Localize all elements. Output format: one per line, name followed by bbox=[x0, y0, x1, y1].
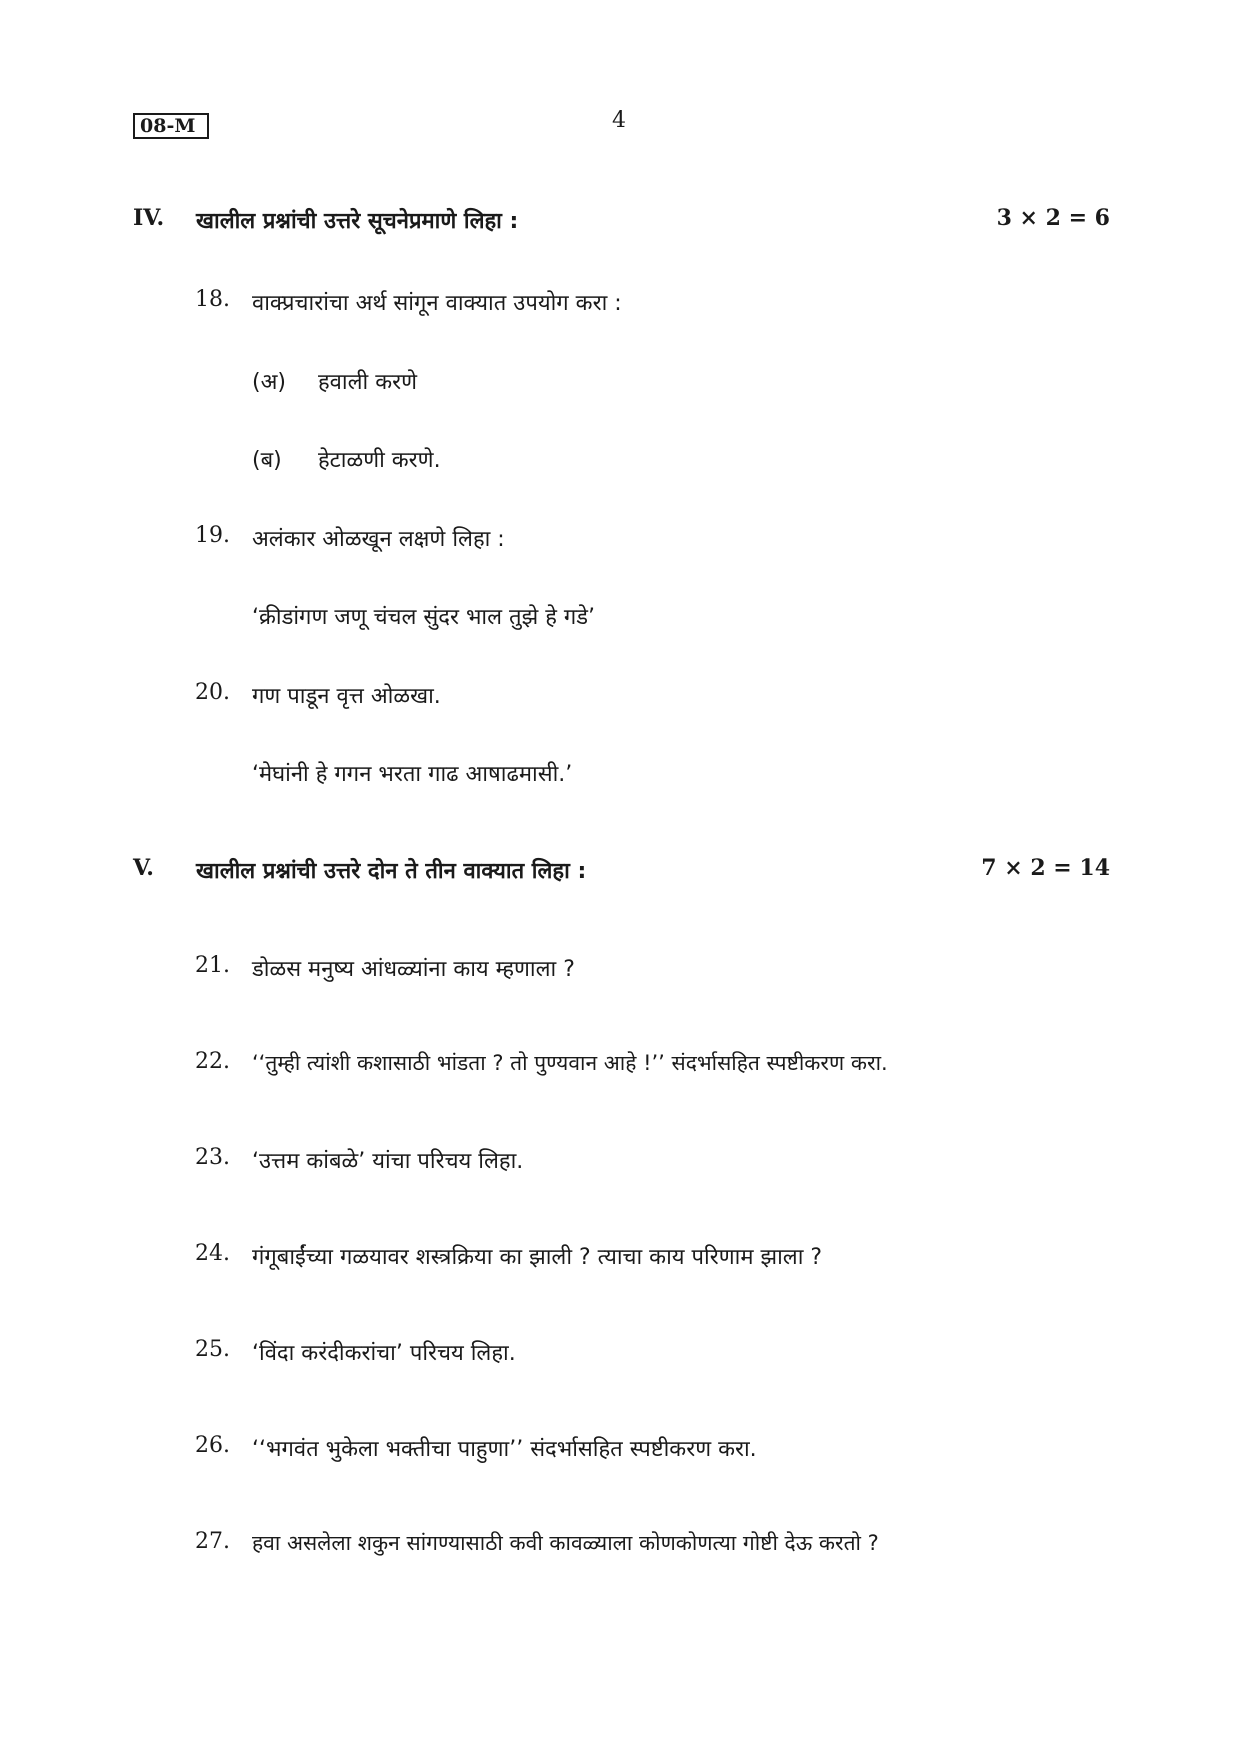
question-23-number: 23. bbox=[195, 1145, 230, 1170]
question-20-quote: ‘मेघांनी हे गगन भरता गाढ आषाढमासी.’ bbox=[252, 762, 573, 787]
section-iv-heading: खालील प्रश्नांची उत्तरे सूचनेप्रमाणे लिहा : bbox=[196, 209, 519, 234]
question-24-text: गंगूबाईंच्या गळयावर शस्त्रक्रिया का झाली ? त्याचा काय परिणाम झाला ? bbox=[252, 1245, 823, 1270]
question-22-text: ‘‘तुम्ही त्यांशी कशासाठी भांडता ? तो पुण्यवान आहे !’’ संदर्भासहित स्पष्टीकरण करा. bbox=[252, 1051, 888, 1075]
section-iv-number: IV. bbox=[133, 205, 165, 231]
section-v-number: V. bbox=[133, 855, 154, 881]
paper-code: 08-M bbox=[140, 115, 196, 137]
question-24-number: 24. bbox=[195, 1241, 230, 1266]
question-26-text: ‘‘भगवंत भुकेला भक्तीचा पाहुणा’’ संदर्भासहित स्पष्टीकरण करा. bbox=[252, 1437, 757, 1462]
question-26-number: 26. bbox=[195, 1433, 230, 1458]
question-18a-label: (अ) bbox=[252, 370, 286, 395]
question-18a-text: हवाली करणे bbox=[318, 370, 418, 395]
question-20-number: 20. bbox=[195, 680, 230, 705]
question-18-number: 18. bbox=[195, 287, 230, 312]
section-v-heading: खालील प्रश्नांची उत्तरे दोन ते तीन वाक्यात लिहा : bbox=[196, 859, 587, 884]
section-iv-marks: 3 × 2 = 6 bbox=[996, 205, 1110, 231]
question-19-number: 19. bbox=[195, 523, 230, 548]
question-27-text: हवा असलेला शकुन सांगण्यासाठी कवी कावळ्याला कोणकोणत्या गोष्टी देऊ करतो ? bbox=[252, 1531, 879, 1555]
question-19-quote: ‘क्रीडांगण जणू चंचल सुंदर भाल तुझे हे गडे’ bbox=[252, 605, 596, 630]
page-number: 4 bbox=[612, 108, 626, 133]
question-25-number: 25. bbox=[195, 1337, 230, 1362]
paper-code-box bbox=[133, 113, 209, 139]
question-18b-text: हेटाळणी करणे. bbox=[318, 448, 441, 473]
question-23-text: ‘उत्तम कांबळे’ यांचा परिचय लिहा. bbox=[252, 1149, 524, 1174]
section-v-marks: 7 × 2 = 14 bbox=[981, 855, 1110, 881]
question-20-text: गण पाडून वृत्त ओळखा. bbox=[252, 684, 441, 709]
question-21-number: 21. bbox=[195, 953, 230, 978]
question-27-number: 27. bbox=[195, 1529, 230, 1554]
question-18-text: वाक्प्रचारांचा अर्थ सांगून वाक्यात उपयोग करा : bbox=[252, 291, 622, 316]
question-25-text: ‘विंदा करंदीकरांचा’ परिचय लिहा. bbox=[252, 1341, 516, 1366]
question-19-text: अलंकार ओळखून लक्षणे लिहा : bbox=[252, 527, 505, 552]
question-21-text: डोळस मनुष्य आंधळ्यांना काय म्हणाला ? bbox=[252, 957, 575, 982]
question-18b-label: (ब) bbox=[252, 448, 282, 473]
question-22-number: 22. bbox=[195, 1049, 230, 1074]
